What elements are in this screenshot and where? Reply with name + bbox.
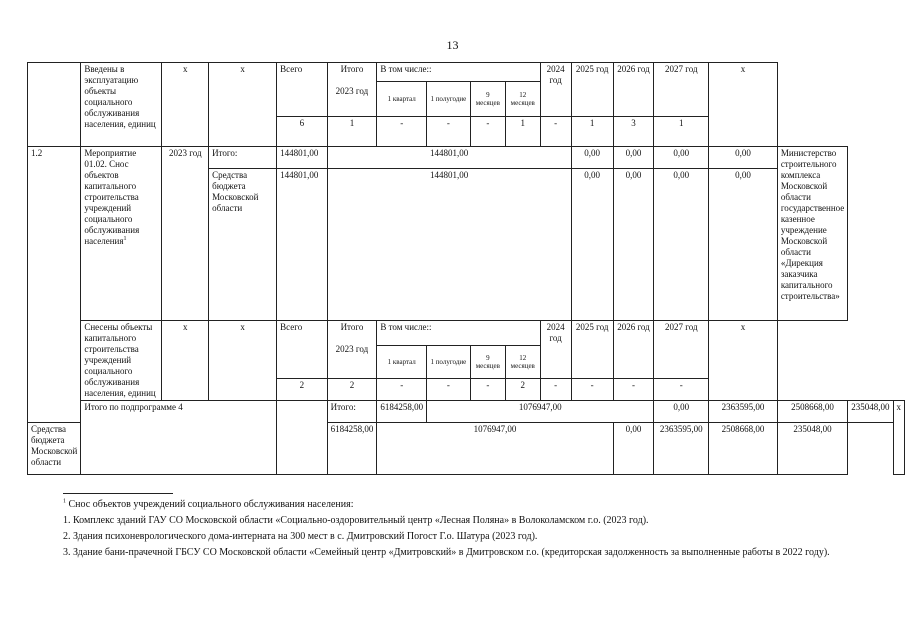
- block1-head-in-total: В том числе::: [377, 63, 540, 82]
- footnote-item: 2. Здания психоневрологического дома-интерната на 300 мест в с. Дмитровский Погост Г.о. Шатура (2023 год).: [63, 531, 538, 542]
- block2-term-x: x: [162, 321, 209, 401]
- block1-val-2027: 1: [654, 117, 709, 147]
- block2-head-2026: 2026 год: [613, 321, 654, 379]
- measure-itogo-total: 144801,00: [277, 147, 327, 169]
- subtotal-budget-2023: 1076947,00: [377, 423, 613, 475]
- subtotal-budget-2026: 2508668,00: [709, 423, 778, 475]
- block2-head-m9: 9 месяцев: [470, 346, 505, 378]
- subtotal-itogo-total: 6184258,00: [377, 401, 427, 423]
- block1-source-x: x: [209, 63, 277, 147]
- block1-val-m9: -: [470, 117, 505, 147]
- subtotal-budget-2025: 2363595,00: [654, 423, 709, 475]
- measure-source-itogo: Итого:: [209, 147, 277, 169]
- block1-head-h1: 1 полугодие: [427, 82, 471, 117]
- measure-term: 2023 год: [162, 147, 209, 321]
- subtotal-itogo-2027: 235048,00: [848, 401, 893, 423]
- block2-head-2023: Итого 2023 год: [327, 321, 377, 379]
- block1-head-m12: 12 месяцев: [506, 82, 540, 117]
- subtotal-itogo-2024: 0,00: [654, 401, 709, 423]
- measure-budget-2027: 0,00: [709, 169, 778, 321]
- block2-val-total: 2: [277, 378, 327, 400]
- block2-val-2027: -: [654, 378, 709, 400]
- subtotal-budget-2024: 0,00: [613, 423, 654, 475]
- block1-head-2023: Итого 2023 год: [327, 63, 377, 117]
- block2-head-h1: 1 полугодие: [427, 346, 471, 378]
- block1-executor-x: x: [709, 63, 778, 147]
- measure-executor: Министерство строительного комплекса Московской области государственное казенное учреждение Московской области «Дирекция заказчика капитального строительства»: [777, 147, 847, 321]
- subtotal-itogo-row: [28, 401, 905, 423]
- subtotal-label: Итого по подпрограмме 4: [81, 401, 277, 475]
- measure-budget-total: 144801,00: [277, 169, 327, 321]
- block2-head-m12: 12 месяцев: [506, 346, 540, 378]
- block2-val-h1: -: [427, 378, 471, 400]
- block1-val-2026: 3: [613, 117, 654, 147]
- block2-val-q1: -: [377, 378, 427, 400]
- block2-val-m9: -: [470, 378, 505, 400]
- footnotes: [63, 499, 853, 563]
- page-number: 13: [446, 38, 459, 52]
- block1-head-2025: 2025 год: [571, 63, 613, 117]
- measure-name: Мероприятие 01.02. Снос объектов капитального строительства учреждений социального обслуживания населения$^1$: [81, 147, 162, 321]
- measure-budget-2026: 0,00: [654, 169, 709, 321]
- footnote-divider: [63, 493, 173, 494]
- block1-header-row: [28, 63, 905, 82]
- measure-budget-2024: 0,00: [571, 169, 613, 321]
- block2-head-in-total: В том числе::: [377, 321, 540, 346]
- block1-head-q1: 1 квартал: [377, 82, 427, 117]
- block1-term-x: x: [162, 63, 209, 147]
- block2-val-m12: 2: [506, 378, 540, 400]
- block1-val-total: 6: [277, 117, 327, 147]
- block2-label: Снесены объекты капитального строительства учреждений социального обслуживания населения, единиц: [81, 321, 162, 401]
- subtotal-budget-total: 6184258,00: [327, 423, 377, 475]
- block2-source-x: x: [209, 321, 277, 401]
- block1-head-total: Всего: [277, 63, 327, 117]
- block2-head-total: Всего: [277, 321, 327, 379]
- block2-executor-x: x: [709, 321, 778, 401]
- block1-val-2023: 1: [327, 117, 377, 147]
- block1-head-2027: 2027 год: [654, 63, 709, 117]
- footnote-title: $^1$ Снос объектов учреждений социального обслуживания населения:: [63, 498, 354, 510]
- measure-itogo-2026: 0,00: [654, 147, 709, 169]
- measure-budget-2025: 0,00: [613, 169, 654, 321]
- block1-val-2025: 1: [571, 117, 613, 147]
- budget-table: [27, 62, 905, 475]
- block1-val-2024: -: [540, 117, 571, 147]
- subtotal-executor-x: x: [893, 401, 905, 475]
- block1-num-cell: [28, 63, 81, 147]
- measure-itogo-2024: 0,00: [571, 147, 613, 169]
- block1-val-q1: -: [377, 117, 427, 147]
- block1-val-h1: -: [427, 117, 471, 147]
- measure-budget-2023: 144801,00: [327, 169, 571, 321]
- block2-val-2025: -: [571, 378, 613, 400]
- subtotal-itogo-2025: 2363595,00: [709, 401, 778, 423]
- subtotal-source-itogo: Итого:: [327, 401, 377, 423]
- block1-head-2026: 2026 год: [613, 63, 654, 117]
- subtotal-empty-num: [277, 401, 327, 475]
- footnote-item: 1. Комплекс зданий ГАУ СО Московской области «Социально-оздоровительный центр «Лесная Поляна» в Волоколамском г.о. (2023 год).: [63, 515, 649, 526]
- subtotal-source-budget: Средства бюджета Московской области: [28, 423, 81, 475]
- block2-header-row: [28, 321, 905, 346]
- block2-val-2026: -: [613, 378, 654, 400]
- block2-head-q1: 1 квартал: [377, 346, 427, 378]
- measure-itogo-2023: 144801,00: [327, 147, 571, 169]
- block2-head-2027: 2027 год: [654, 321, 709, 379]
- block2-head-2025: 2025 год: [571, 321, 613, 379]
- footnote-item: 3. Здание бани-прачечной ГБСУ СО Московской области «Семейный центр «Дмитровский» в Дмитровском г.о. (кредиторская задолженность за выполненные работы в 2022 году).: [63, 547, 830, 558]
- block1-head-m9: 9 месяцев: [470, 82, 505, 117]
- measure-itogo-2025: 0,00: [613, 147, 654, 169]
- subtotal-itogo-2023: 1076947,00: [427, 401, 654, 423]
- block1-val-m12: 1: [506, 117, 540, 147]
- block2-val-2023: 2: [327, 378, 377, 400]
- measure-num: 1.2: [28, 147, 81, 423]
- block1-label: Введены в эксплуатацию объекты социального обслуживания населения, единиц: [81, 63, 162, 147]
- measure-source-budget: Средства бюджета Московской области: [209, 169, 277, 321]
- block1-head-2024: 2024 год: [540, 63, 571, 117]
- block2-val-2024: -: [540, 378, 571, 400]
- measure-itogo-2027: 0,00: [709, 147, 778, 169]
- block2-head-2024: 2024 год: [540, 321, 571, 379]
- subtotal-itogo-2026: 2508668,00: [777, 401, 847, 423]
- measure-itogo-row: [28, 147, 905, 169]
- subtotal-budget-2027: 235048,00: [777, 423, 847, 475]
